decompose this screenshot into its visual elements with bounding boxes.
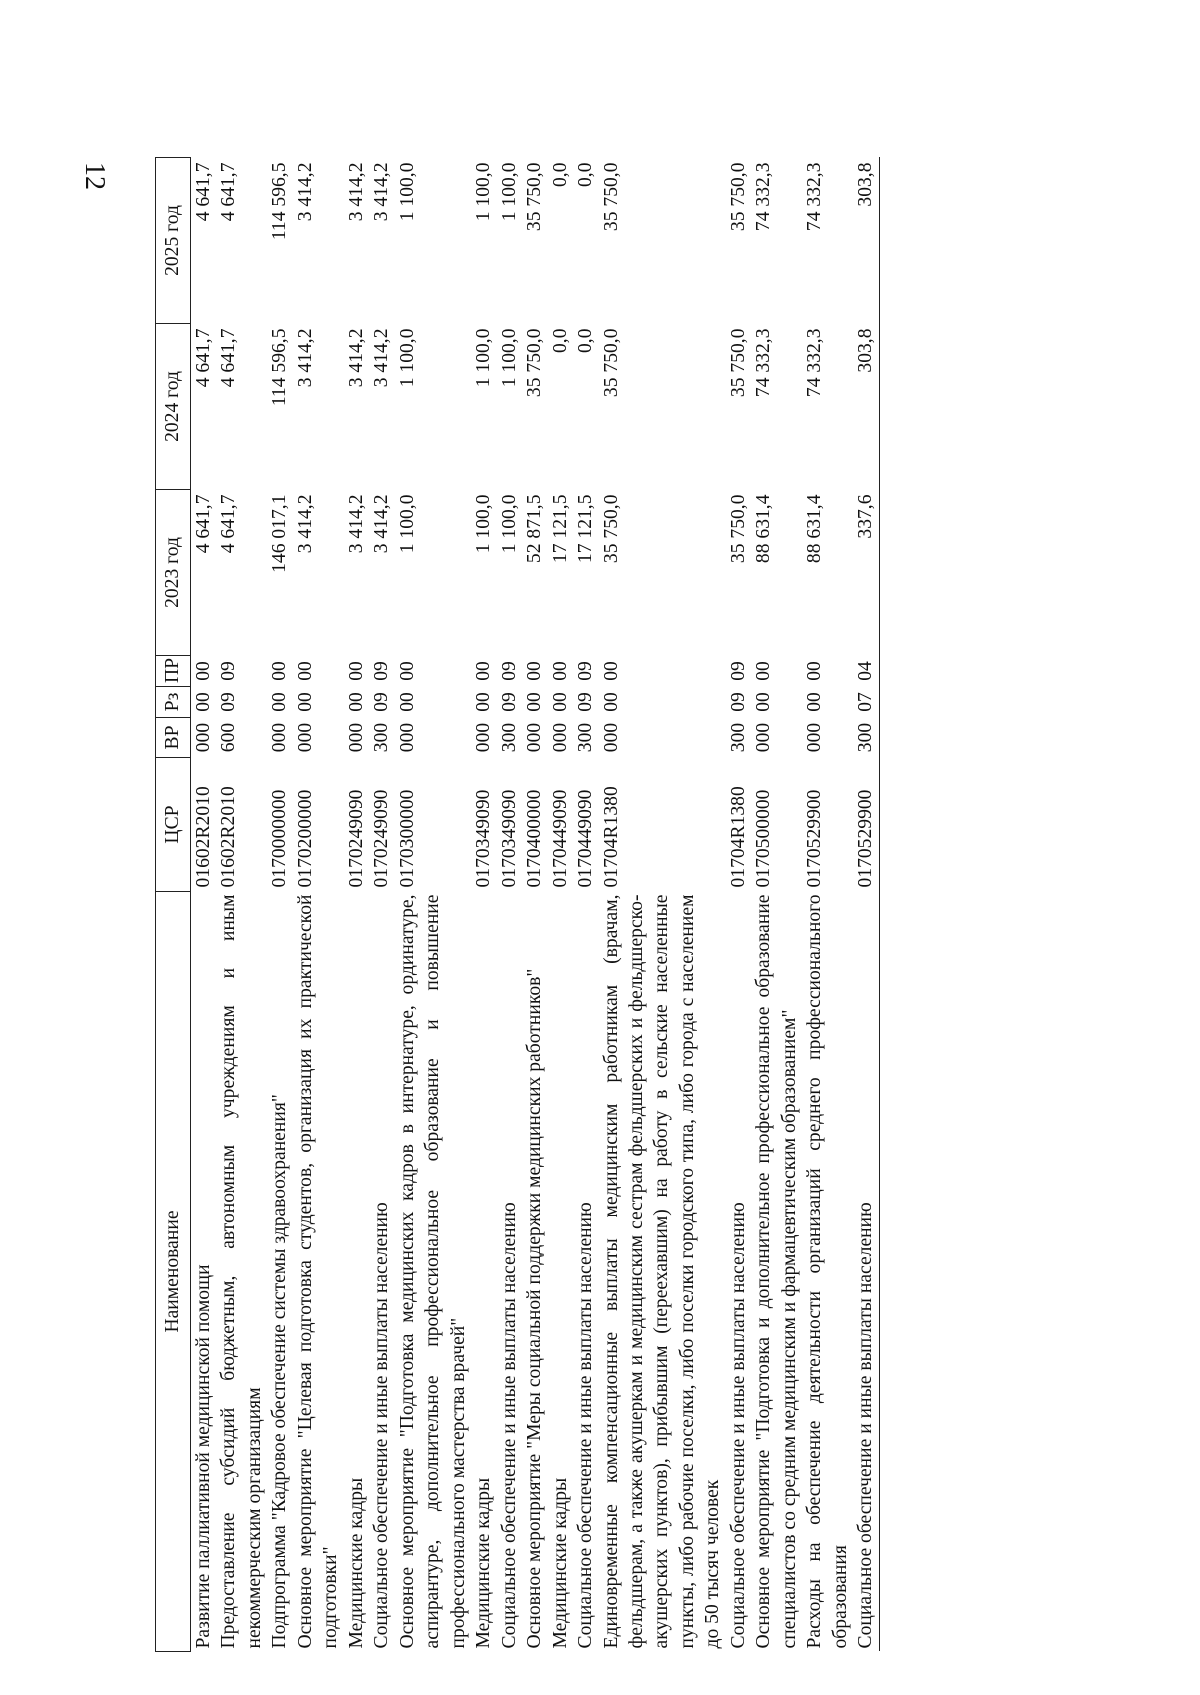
cell-name: Медицинские кадры bbox=[345, 1477, 367, 1649]
cell-csr: 01704R1380 bbox=[727, 786, 749, 888]
cell-name: Подпрограмма "Кадровое обеспечение системы здравоохранения" bbox=[269, 1094, 291, 1649]
cell-2023: 1 100,0 bbox=[473, 494, 495, 554]
cell-2023: 17 121,5 bbox=[575, 494, 597, 564]
table-row bbox=[548, 158, 573, 1652]
cell-pr: 09 bbox=[498, 661, 520, 681]
cell-name: Основное мероприятие "Подготовка и дополнительное профессиональное образование специалистов со средним медицинским и фармацевтическим образованием" bbox=[753, 894, 800, 1649]
table-row bbox=[344, 158, 369, 1652]
cell-pr: 00 bbox=[753, 661, 775, 681]
table-row bbox=[599, 158, 726, 1652]
cell-2023: 35 750,0 bbox=[727, 494, 749, 564]
cell-csr: 01602R2010 bbox=[218, 786, 240, 888]
cell-csr: 0170200000 bbox=[294, 789, 316, 888]
cell-2025: 1 100,0 bbox=[473, 162, 495, 222]
cell-2025: 3 414,2 bbox=[345, 162, 367, 222]
cell-pr: 09 bbox=[575, 661, 597, 681]
cell-vr: 300 bbox=[498, 722, 520, 753]
cell-rz: 00 bbox=[269, 692, 291, 712]
cell-rz: 00 bbox=[193, 692, 214, 712]
cell-name: Социальное обеспечение и иные выплаты населению bbox=[498, 1202, 520, 1649]
cell-name: Основное мероприятие "Целевая подготовка студентов, организация их практической подготовки" bbox=[294, 894, 342, 1649]
cell-2023: 3 414,2 bbox=[294, 494, 316, 554]
cell-2025: 35 750,0 bbox=[524, 162, 546, 232]
header-csr: ЦСР bbox=[156, 758, 191, 892]
table-row bbox=[216, 158, 267, 1652]
header-pr: ПР bbox=[156, 656, 191, 687]
cell-2024: 303,8 bbox=[853, 324, 879, 490]
cell-csr: 0170500000 bbox=[753, 789, 775, 888]
cell-vr: 000 bbox=[753, 722, 775, 753]
cell-2025: 1 100,0 bbox=[396, 162, 418, 222]
cell-2025: 3 414,2 bbox=[371, 162, 393, 222]
cell-2024: 1 100,0 bbox=[396, 328, 418, 388]
cell-2025: 0,0 bbox=[549, 162, 571, 187]
cell-vr: 000 bbox=[345, 722, 367, 753]
cell-rz: 09 bbox=[727, 692, 749, 712]
cell-rz: 00 bbox=[524, 692, 546, 712]
cell-vr: 000 bbox=[193, 722, 214, 753]
cell-rz: 00 bbox=[396, 692, 418, 712]
cell-vr: 600 bbox=[218, 722, 240, 753]
header-rz: Рз bbox=[156, 687, 191, 718]
cell-name: Социальное обеспечение и иные выплаты населению bbox=[575, 1202, 597, 1649]
table-row bbox=[191, 158, 217, 1652]
header-2023: 2023 год bbox=[156, 490, 191, 656]
cell-csr: 0170249090 bbox=[345, 789, 367, 888]
cell-2023: 4 641,7 bbox=[218, 494, 240, 554]
cell-vr: 000 bbox=[549, 722, 571, 753]
header-2025: 2025 год bbox=[156, 158, 191, 324]
cell-name: Основное мероприятие "Подготовка медицинских кадров в интернатуре, ординатуре, аспирантуре, дополнительное профессиональное образование и повышение профессионального мастерства врачей" bbox=[396, 894, 469, 1649]
cell-csr: 0170000000 bbox=[269, 789, 291, 888]
cell-name: Расходы на обеспечение деятельности организаций среднего профессионального образования bbox=[804, 894, 851, 1649]
cell-rz: 09 bbox=[575, 692, 597, 712]
cell-rz: 00 bbox=[473, 692, 495, 712]
cell-pr: 04 bbox=[853, 656, 879, 687]
cell-2025: 114 596,5 bbox=[269, 162, 291, 241]
table-row bbox=[853, 158, 879, 1652]
cell-vr: 000 bbox=[396, 722, 418, 753]
cell-2023: 1 100,0 bbox=[396, 494, 418, 554]
table-row bbox=[522, 158, 547, 1652]
table-row bbox=[751, 158, 802, 1652]
cell-pr: 00 bbox=[193, 661, 214, 681]
table-row bbox=[573, 158, 598, 1652]
cell-name: Социальное обеспечение и иные выплаты населению bbox=[371, 1202, 393, 1649]
cell-2025: 74 332,3 bbox=[804, 162, 826, 232]
cell-name: Основное мероприятие "Меры социальной поддержки медицинских работников" bbox=[524, 968, 546, 1649]
cell-pr: 00 bbox=[294, 661, 316, 681]
cell-name: Единовременные компенсационные выплаты медицинским работникам (врачам, фельдшерам, а также акушеркам и медицинским сестрам фельдшерских и фельдшерско-акушерских пунктов), прибывшим (переехавшим) на работу в сельские населенные пункты, либо рабочие поселки, либо поселки городского типа, либо города с населением до 50 тысяч человек bbox=[600, 894, 724, 1649]
cell-2024: 1 100,0 bbox=[473, 328, 495, 388]
cell-2025: 3 414,2 bbox=[294, 162, 316, 222]
cell-2025: 4 641,7 bbox=[193, 162, 214, 222]
cell-name: Развитие паллиативной медицинской помощи bbox=[193, 1264, 214, 1649]
cell-pr: 00 bbox=[600, 661, 622, 681]
cell-rz: 09 bbox=[371, 692, 393, 712]
table-row bbox=[497, 158, 522, 1652]
cell-2024: 0,0 bbox=[575, 328, 597, 353]
cell-2023: 146 017,1 bbox=[269, 494, 291, 573]
cell-2024: 4 641,7 bbox=[193, 328, 214, 388]
cell-2024: 35 750,0 bbox=[600, 328, 622, 398]
table-row bbox=[802, 158, 853, 1652]
cell-rz: 09 bbox=[218, 692, 240, 712]
table-row bbox=[293, 158, 344, 1652]
cell-vr: 000 bbox=[269, 722, 291, 753]
cell-2023: 4 641,7 bbox=[193, 494, 214, 554]
cell-vr: 300 bbox=[371, 722, 393, 753]
cell-2025: 303,8 bbox=[853, 158, 879, 324]
table-row bbox=[369, 158, 394, 1652]
header-2024: 2024 год bbox=[156, 324, 191, 490]
cell-2024: 114 596,5 bbox=[269, 328, 291, 407]
cell-2023: 35 750,0 bbox=[600, 494, 622, 564]
header-name: Наименование bbox=[156, 892, 191, 1652]
cell-2023: 17 121,5 bbox=[549, 494, 571, 564]
cell-2023: 88 631,4 bbox=[753, 494, 775, 564]
cell-2025: 4 641,7 bbox=[218, 162, 240, 222]
cell-csr: 0170529900 bbox=[804, 789, 826, 888]
cell-pr: 00 bbox=[524, 661, 546, 681]
cell-pr: 00 bbox=[269, 661, 291, 681]
cell-name: Медицинские кадры bbox=[549, 1477, 571, 1649]
cell-name: Социальное обеспечение и иные выплаты населению bbox=[727, 1202, 749, 1649]
cell-csr: 01602R2010 bbox=[193, 786, 214, 888]
cell-csr: 0170449090 bbox=[575, 789, 597, 888]
cell-rz: 00 bbox=[294, 692, 316, 712]
cell-2025: 35 750,0 bbox=[727, 162, 749, 232]
page-number: 12 bbox=[79, 162, 110, 190]
cell-vr: 300 bbox=[727, 722, 749, 753]
cell-2023: 52 871,5 bbox=[524, 494, 546, 564]
cell-2024: 3 414,2 bbox=[345, 328, 367, 388]
cell-2025: 0,0 bbox=[575, 162, 597, 187]
cell-vr: 000 bbox=[524, 722, 546, 753]
cell-rz: 00 bbox=[600, 692, 622, 712]
cell-csr: 0170449090 bbox=[549, 789, 571, 888]
cell-pr: 00 bbox=[396, 661, 418, 681]
cell-pr: 00 bbox=[549, 661, 571, 681]
cell-2024: 35 750,0 bbox=[524, 328, 546, 398]
cell-csr: 0170529900 bbox=[853, 758, 879, 892]
table-row bbox=[726, 158, 751, 1652]
cell-vr: 000 bbox=[804, 722, 826, 753]
cell-2025: 35 750,0 bbox=[600, 162, 622, 232]
cell-rz: 00 bbox=[549, 692, 571, 712]
cell-pr: 00 bbox=[473, 661, 495, 681]
cell-2025: 1 100,0 bbox=[498, 162, 520, 222]
cell-2024: 3 414,2 bbox=[294, 328, 316, 388]
budget-table bbox=[155, 157, 880, 1652]
rotated-table-container bbox=[155, 157, 1025, 1652]
cell-2023: 88 631,4 bbox=[804, 494, 826, 564]
cell-pr: 00 bbox=[804, 661, 826, 681]
cell-name: Социальное обеспечение и иные выплаты населению bbox=[853, 892, 879, 1652]
cell-pr: 09 bbox=[727, 661, 749, 681]
cell-pr: 09 bbox=[218, 661, 240, 681]
cell-2023: 337,6 bbox=[853, 490, 879, 656]
cell-csr: 0170349090 bbox=[473, 789, 495, 888]
table-row bbox=[395, 158, 471, 1652]
cell-vr: 000 bbox=[473, 722, 495, 753]
header-vr: ВР bbox=[156, 718, 191, 758]
cell-2023: 1 100,0 bbox=[498, 494, 520, 554]
cell-rz: 00 bbox=[753, 692, 775, 712]
cell-name: Медицинские кадры bbox=[473, 1477, 495, 1649]
cell-2024: 74 332,3 bbox=[804, 328, 826, 398]
cell-2024: 0,0 bbox=[549, 328, 571, 353]
cell-2024: 4 641,7 bbox=[218, 328, 240, 388]
table-row bbox=[267, 158, 292, 1652]
cell-2025: 74 332,3 bbox=[753, 162, 775, 232]
cell-2024: 74 332,3 bbox=[753, 328, 775, 398]
cell-vr: 000 bbox=[600, 722, 622, 753]
cell-pr: 00 bbox=[345, 661, 367, 681]
cell-rz: 07 bbox=[853, 687, 879, 718]
cell-csr: 0170349090 bbox=[498, 789, 520, 888]
cell-vr: 300 bbox=[853, 718, 879, 758]
cell-2023: 3 414,2 bbox=[371, 494, 393, 554]
cell-2023: 3 414,2 bbox=[345, 494, 367, 554]
cell-2024: 1 100,0 bbox=[498, 328, 520, 388]
cell-rz: 09 bbox=[498, 692, 520, 712]
cell-csr: 0170400000 bbox=[524, 789, 546, 888]
cell-rz: 00 bbox=[804, 692, 826, 712]
cell-csr: 0170249090 bbox=[371, 789, 393, 888]
cell-name: Предоставление субсидий бюджетным, автономным учреждениям и иным некоммерческим организациям bbox=[218, 894, 265, 1649]
cell-csr: 01704R1380 bbox=[600, 786, 622, 888]
table-body bbox=[191, 158, 880, 1652]
table-header-row bbox=[156, 158, 191, 1652]
table-row bbox=[471, 158, 496, 1652]
cell-rz: 00 bbox=[345, 692, 367, 712]
cell-2024: 35 750,0 bbox=[727, 328, 749, 398]
cell-vr: 000 bbox=[294, 722, 316, 753]
cell-vr: 300 bbox=[575, 722, 597, 753]
cell-pr: 09 bbox=[371, 661, 393, 681]
cell-2024: 3 414,2 bbox=[371, 328, 393, 388]
cell-csr: 0170300000 bbox=[396, 789, 418, 888]
